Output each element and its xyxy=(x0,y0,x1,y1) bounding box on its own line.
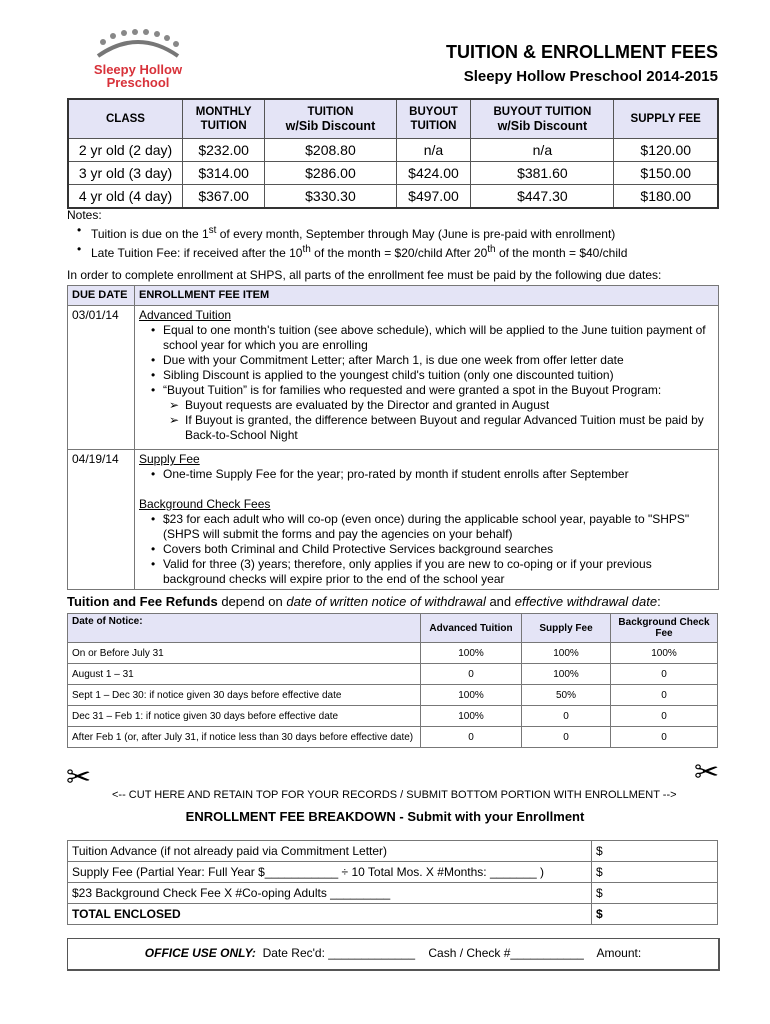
header-line: CLASS xyxy=(106,113,145,125)
class-cell: 3 yr old (3 day) xyxy=(68,162,183,185)
class-cell: 2 yr old (2 day) xyxy=(68,139,183,162)
refund-cell: 100% xyxy=(522,643,611,664)
tuition-table xyxy=(67,98,719,209)
refund-cell: 0 xyxy=(522,727,611,748)
refund-cell: Dec 31 – Feb 1: if notice given 30 days before effective date xyxy=(68,706,421,727)
form-label: $23 Background Check Fee X #Co-oping Adults _________ xyxy=(68,883,592,904)
form-row xyxy=(68,862,718,883)
header-line: w/Sib Discount xyxy=(285,119,376,133)
refund-cell: 0 xyxy=(421,664,522,685)
enrollment-intro: In order to complete enrollment at SHPS, all parts of the enrollment fee must be paid by the following due dates: xyxy=(67,268,662,282)
check-number-field[interactable]: Cash / Check #___________ xyxy=(428,946,584,960)
due-date: 04/19/14 xyxy=(68,450,135,590)
header-line: TUITION xyxy=(410,120,457,132)
office-use-box xyxy=(67,938,720,971)
refund-cell: 0 xyxy=(611,685,718,706)
refund-table xyxy=(67,613,718,748)
refund-cell: 0 xyxy=(611,727,718,748)
page-title: TUITION & ENROLLMENT FEES xyxy=(446,42,718,62)
table-row xyxy=(68,685,718,706)
fee-cell: $180.00 xyxy=(614,185,718,209)
fee-cell: $208.80 xyxy=(265,139,396,162)
fee-breakdown-form xyxy=(67,840,718,925)
fee-cell: $497.00 xyxy=(396,185,471,209)
form-label: Supply Fee (Partial Year: Full Year $___________ ÷ 10 Total Mos. X #Months: _______ ) xyxy=(68,862,592,883)
col-header xyxy=(471,99,614,139)
fee-item-title: Advanced Tuition xyxy=(139,308,232,322)
fee-cell: $314.00 xyxy=(183,162,265,185)
form-row xyxy=(68,841,718,862)
table-row xyxy=(68,727,718,748)
class-cell: 4 yr old (4 day) xyxy=(68,185,183,209)
col-header xyxy=(183,99,265,139)
col-header: Advanced Tuition xyxy=(421,614,522,643)
header-line: BUYOUT TUITION xyxy=(493,106,592,118)
fee-item-title: Supply Fee xyxy=(139,452,200,466)
col-header: Background Check Fee xyxy=(611,614,718,643)
list-item: ➢ If Buyout is granted, the difference between Buyout and regular Advanced Tuition must be paid by Back-to-School Night xyxy=(185,413,714,443)
refund-cell: Sept 1 – Dec 30: if notice given 30 days before effective date xyxy=(68,685,421,706)
fee-cell: $330.30 xyxy=(265,185,396,209)
list-item: • One-time Supply Fee for the year; pro-rated by month if student enrolls after September xyxy=(163,467,714,482)
fee-cell: $120.00 xyxy=(614,139,718,162)
fee-cell: $232.00 xyxy=(183,139,265,162)
refund-cell: 100% xyxy=(611,643,718,664)
logo-text-line1: Sleepy Hollow xyxy=(93,62,183,77)
fee-item-title: Background Check Fees xyxy=(139,497,271,511)
notes-label: Notes: xyxy=(67,208,102,222)
refund-cell: August 1 – 31 xyxy=(68,664,421,685)
list-item: • Due with your Commitment Letter; after March 1, is due one week from offer letter date xyxy=(163,353,714,368)
scissors-icon: ✂ xyxy=(66,761,92,794)
header-line: TUITION xyxy=(200,120,247,132)
office-label: OFFICE USE ONLY: xyxy=(144,946,256,960)
refund-cell: 0 xyxy=(611,664,718,685)
list-item: • Covers both Criminal and Child Protective Services background searches xyxy=(163,542,714,557)
amount-field[interactable]: Amount: xyxy=(596,946,642,960)
date-received-field[interactable]: Date Rec'd: _____________ xyxy=(262,946,416,960)
notes xyxy=(67,208,627,261)
school-logo xyxy=(88,28,188,89)
col-header: DUE DATE xyxy=(68,286,135,306)
col-header xyxy=(396,99,471,139)
refund-cell: 0 xyxy=(522,706,611,727)
refund-cell: 100% xyxy=(421,706,522,727)
breakdown-title: ENROLLMENT FEE BREAKDOWN - Submit with your Enrollment xyxy=(185,809,585,824)
col-header: Date of Notice: xyxy=(68,614,421,643)
amount-input[interactable]: $ xyxy=(592,841,718,862)
scissors-icon: ✂ xyxy=(694,756,720,789)
table-row xyxy=(68,643,718,664)
form-label: TOTAL ENCLOSED xyxy=(68,904,592,925)
col-header xyxy=(614,99,718,139)
col-header: Supply Fee xyxy=(522,614,611,643)
fee-cell: $150.00 xyxy=(614,162,718,185)
form-row xyxy=(68,904,718,925)
col-header xyxy=(265,99,396,139)
col-header: ENROLLMENT FEE ITEM xyxy=(135,286,719,306)
header-line: TUITION xyxy=(307,106,354,118)
note-item: • Late Tuition Fee: if received after the 10th of the month = $20/child After 20th of the month = $40/child xyxy=(91,242,627,261)
table-row xyxy=(68,139,718,162)
list-item: ➢ Buyout requests are evaluated by the Director and granted in August xyxy=(185,398,714,413)
amount-input[interactable]: $ xyxy=(592,883,718,904)
list-item: • Valid for three (3) years; therefore, only applies if you are new to co-oping or if your previous background checks will expire prior to the end of the school year xyxy=(163,557,714,587)
form-row xyxy=(68,883,718,904)
fee-cell: $381.60 xyxy=(471,162,614,185)
header-line: w/Sib Discount xyxy=(497,119,588,133)
col-header xyxy=(68,99,183,139)
note-item: • Tuition is due on the 1st of every month, September through May (June is pre-paid with enrollment) xyxy=(91,223,627,242)
children-arch-icon xyxy=(93,28,183,58)
refund-cell: 0 xyxy=(611,706,718,727)
list-item: • $23 for each adult who will co-op (even once) during the applicable school year, payable to "SHPS" (SHPS will submit the forms and pay the agencies on your behalf) xyxy=(163,512,714,542)
table-row xyxy=(68,664,718,685)
refunds-title: Tuition and Fee Refunds depend on date of written notice of withdrawal and effective withdrawal date: xyxy=(67,594,661,609)
form-label: Tuition Advance (if not already paid via Commitment Letter) xyxy=(68,841,592,862)
logo-text-line2: Preschool xyxy=(106,75,170,90)
fee-cell: $367.00 xyxy=(183,185,265,209)
fee-cell: $447.30 xyxy=(471,185,614,209)
refund-cell: 50% xyxy=(522,685,611,706)
amount-input[interactable]: $ xyxy=(592,862,718,883)
header-line: BUYOUT xyxy=(409,106,458,118)
fee-cell: n/a xyxy=(471,139,614,162)
header-line: SUPPLY FEE xyxy=(630,113,701,125)
fee-cell: n/a xyxy=(396,139,471,162)
due-date: 03/01/14 xyxy=(68,306,135,450)
list-item: • “Buyout Tuition” is for families who requested and were granted a spot in the Buyout Program: xyxy=(163,383,714,398)
fee-cell: $286.00 xyxy=(265,162,396,185)
refund-cell: 100% xyxy=(421,643,522,664)
refund-cell: 100% xyxy=(522,664,611,685)
refund-cell: On or Before July 31 xyxy=(68,643,421,664)
table-row xyxy=(68,162,718,185)
header-line: MONTHLY xyxy=(195,106,252,118)
page-subtitle: Sleepy Hollow Preschool 2014-2015 xyxy=(463,68,718,85)
refund-cell: 100% xyxy=(421,685,522,706)
due-dates-table xyxy=(67,285,719,590)
cut-line-text: <-- CUT HERE AND RETAIN TOP FOR YOUR RECORDS / SUBMIT BOTTOM PORTION WITH ENROLLMENT --> xyxy=(112,789,677,801)
list-item: • Equal to one month's tuition (see above schedule), which will be applied to the June tuition payment of school year for which you are enrolling xyxy=(163,323,714,353)
fee-cell: $424.00 xyxy=(396,162,471,185)
list-item: • Sibling Discount is applied to the youngest child's tuition (only one discounted tuition) xyxy=(163,368,714,383)
amount-input[interactable]: $ xyxy=(592,904,718,925)
table-row xyxy=(68,185,718,209)
refund-cell: After Feb 1 (or, after July 31, if notice less than 30 days before effective date) xyxy=(68,727,421,748)
refund-cell: 0 xyxy=(421,727,522,748)
table-row xyxy=(68,706,718,727)
